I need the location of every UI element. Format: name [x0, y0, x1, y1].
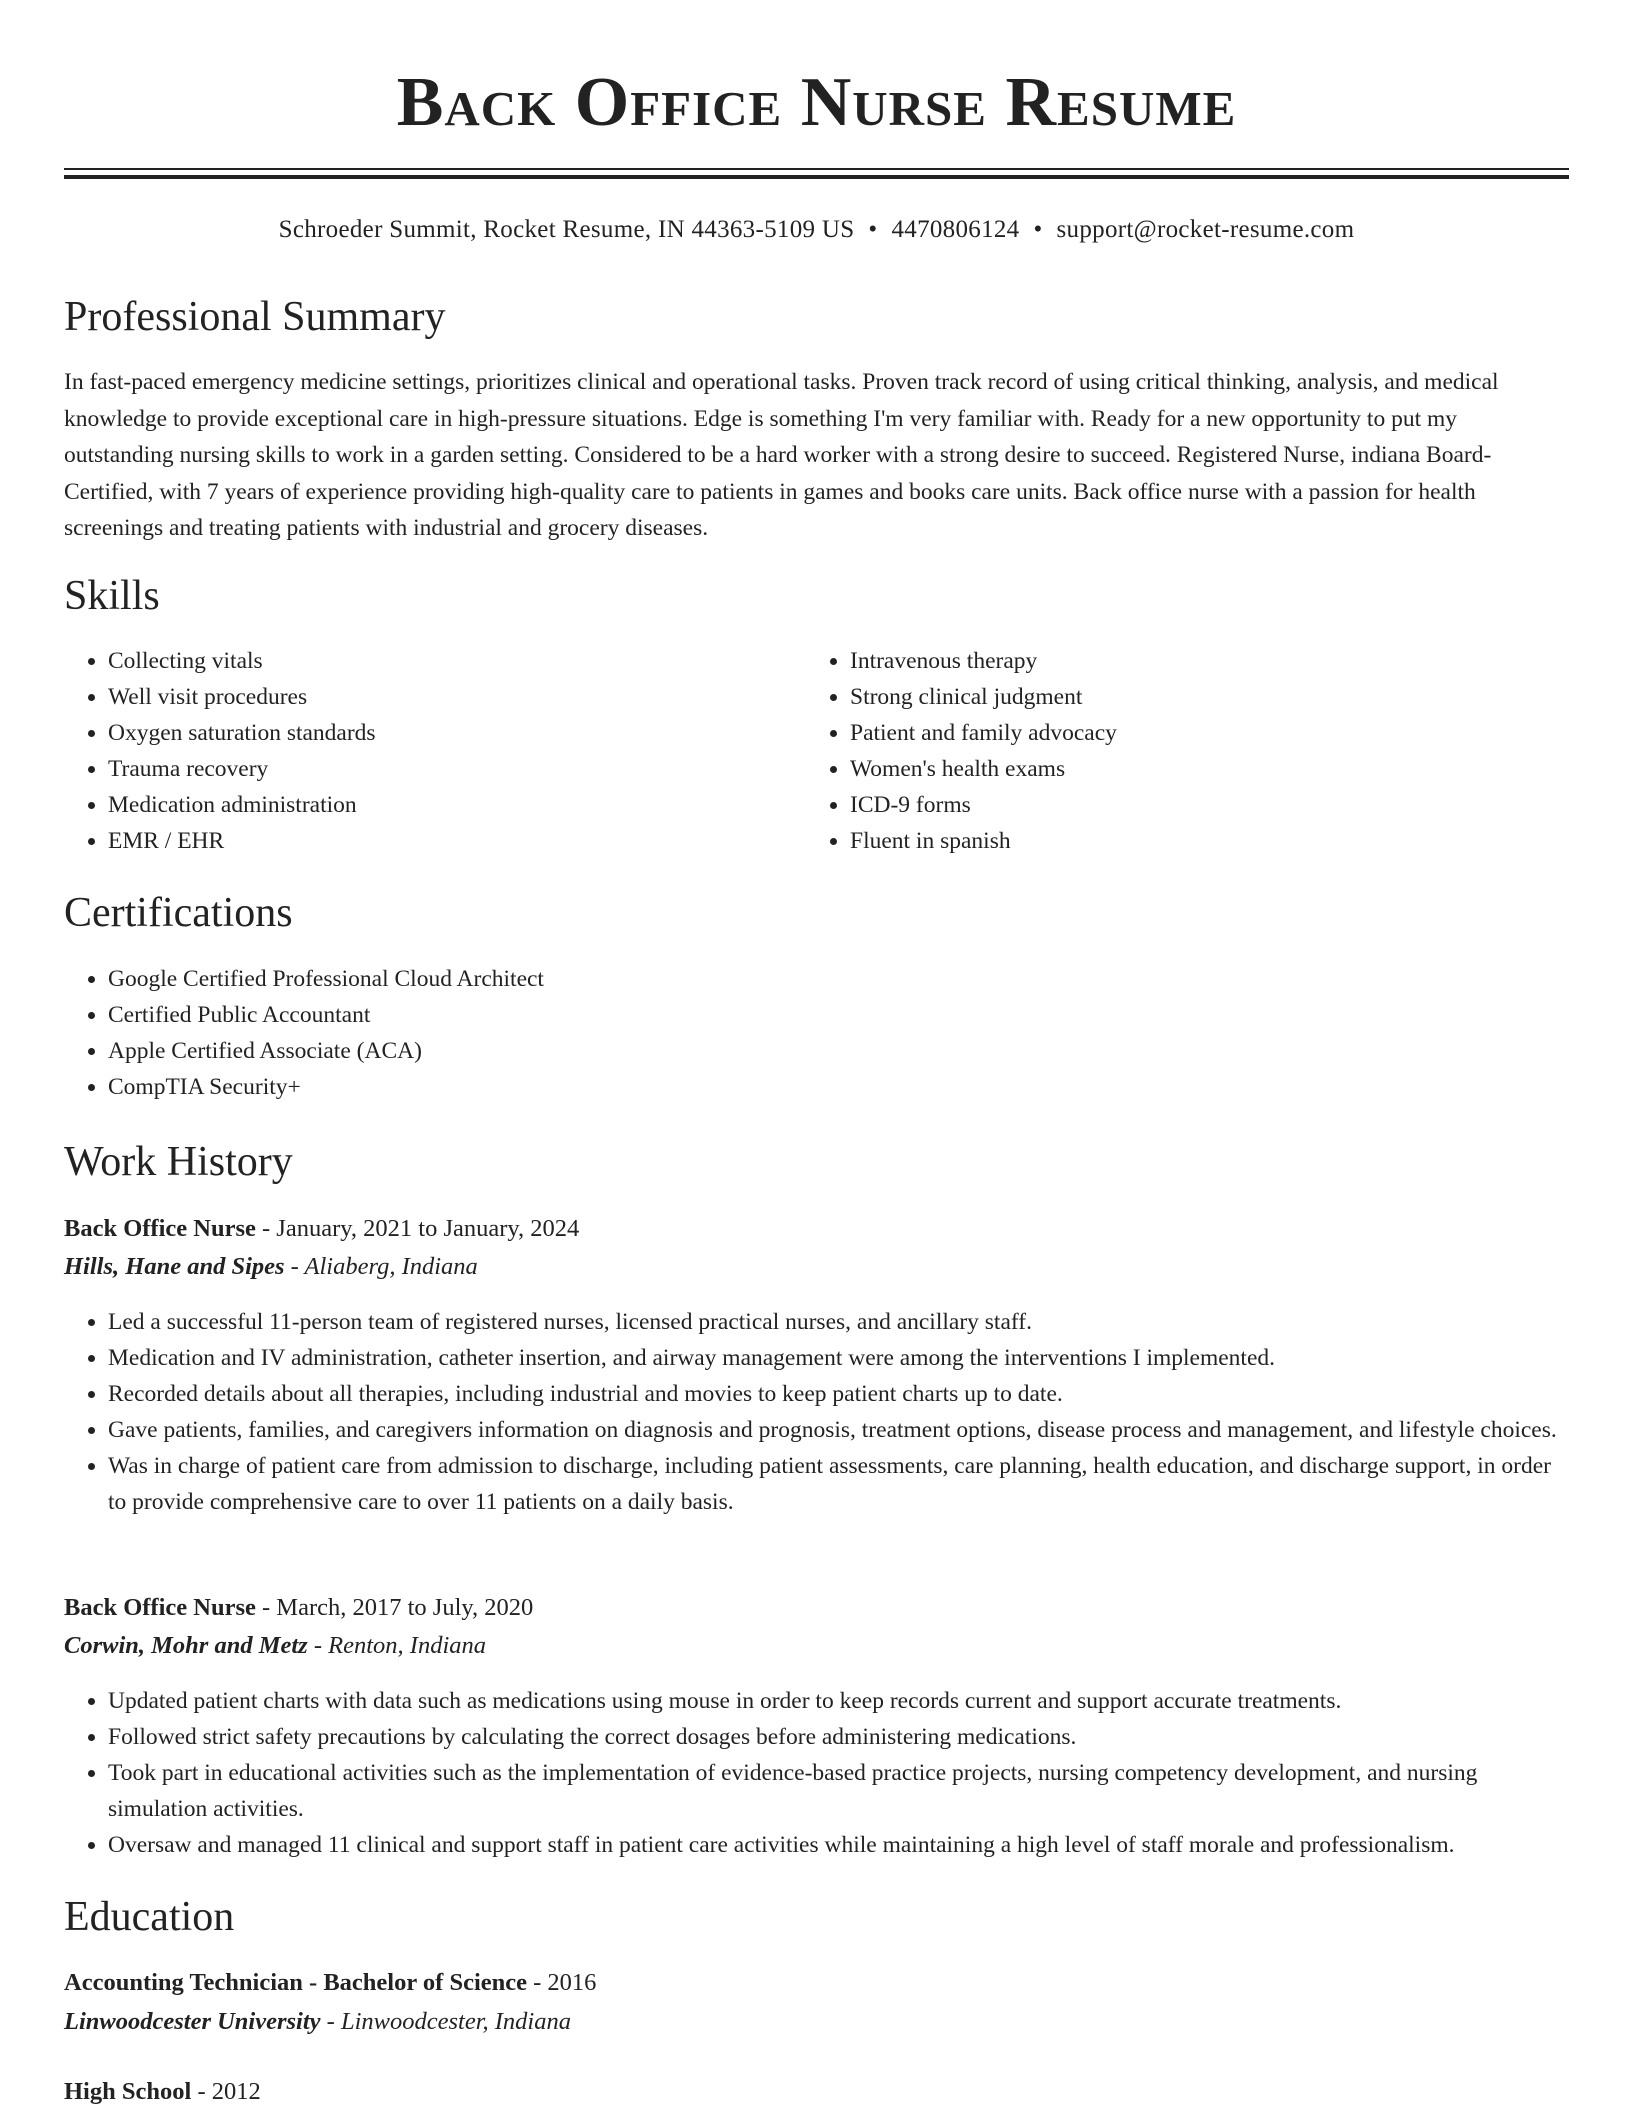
education-year: - 2016	[533, 1969, 597, 1996]
education-degree: High School	[64, 2078, 192, 2105]
job-bullet: • Oversaw and managed 11 clinical and support staff in patient care activities while maintaining a high level of staff morale and professionalism.	[108, 1827, 1568, 1863]
education-degree-line	[64, 1965, 596, 2001]
contact-address: Schroeder Summit, Rocket Resume, IN 44363-5109 US	[278, 216, 855, 243]
certification-item: • Certified Public Accountant	[108, 997, 1508, 1033]
job-location: - Renton, Indiana	[313, 1632, 487, 1659]
skills-list-right	[806, 643, 1550, 859]
skills-heading: Skills	[64, 573, 160, 619]
education-heading: Education	[64, 1894, 235, 1940]
job-company-line	[64, 1628, 486, 1664]
job-dates: - January, 2021 to January, 2024	[262, 1215, 580, 1242]
work-history-heading: Work History	[64, 1139, 293, 1185]
contact-email: support@rocket-resume.com	[1056, 216, 1355, 243]
skill-item: • Medication administration	[108, 787, 808, 823]
job-bullets	[64, 1683, 1568, 1863]
job-bullets	[64, 1304, 1568, 1520]
skill-item: • Well visit procedures	[108, 679, 808, 715]
job-bullet: • Took part in educational activities such as the implementation of evidence-based practice projects, nursing competency development, and nursing simulation activities.	[108, 1755, 1568, 1827]
certification-item: • Google Certified Professional Cloud Architect	[108, 961, 1508, 997]
job-bullet: • Medication and IV administration, catheter insertion, and airway management were among the interventions I implemented.	[108, 1340, 1568, 1376]
certifications-list	[64, 961, 1508, 1105]
certification-item: • Apple Certified Associate (ACA)	[108, 1033, 1508, 1069]
education-degree: Accounting Technician - Bachelor of Science	[64, 1969, 527, 1996]
job-bullet: • Led a successful 11-person team of registered nurses, licensed practical nurses, and ancillary staff.	[108, 1304, 1568, 1340]
skill-item: • Trauma recovery	[108, 751, 808, 787]
job-company: Corwin, Mohr and Metz	[64, 1632, 308, 1659]
resume-title: Back Office Nurse Resume	[396, 64, 1237, 141]
contact-phone: 4470806124	[891, 216, 1020, 243]
skill-item: • Fluent in spanish	[850, 823, 1550, 859]
skill-item: • Strong clinical judgment	[850, 679, 1550, 715]
resume-page	[64, 0, 1569, 2105]
job-title-line	[64, 1211, 579, 1247]
job-dates: - March, 2017 to July, 2020	[262, 1594, 534, 1621]
skill-item: • Women's health exams	[850, 751, 1550, 787]
job-company-line	[64, 1249, 478, 1285]
contact-separator: •	[868, 216, 878, 243]
summary-heading: Professional Summary	[64, 294, 446, 340]
education-school: Linwoodcester University	[64, 2008, 321, 2035]
job-title-line	[64, 1590, 533, 1626]
job-bullet: • Recorded details about all therapies, including industrial and movies to keep patient charts up to date.	[108, 1376, 1568, 1412]
skill-item: • Collecting vitals	[108, 643, 808, 679]
certifications-heading: Certifications	[64, 890, 293, 936]
job-bullet: • Followed strict safety precautions by calculating the correct dosages before administering medications.	[108, 1719, 1568, 1755]
title-rule-thin	[64, 168, 1569, 170]
contact-line	[64, 214, 1569, 246]
skill-item: • Oxygen saturation standards	[108, 715, 808, 751]
skill-item: • EMR / EHR	[108, 823, 808, 859]
education-location: - Linwoodcester, Indiana	[326, 2008, 571, 2035]
education-school-line	[64, 2004, 571, 2040]
job-bullet: • Updated patient charts with data such as medications using mouse in order to keep records current and support accurate treatments.	[108, 1683, 1568, 1719]
job-title: Back Office Nurse	[64, 1215, 256, 1242]
job-title: Back Office Nurse	[64, 1594, 256, 1621]
skills-list-left	[64, 643, 808, 859]
education-year: - 2012	[197, 2078, 261, 2105]
skill-item: • ICD-9 forms	[850, 787, 1550, 823]
job-bullet: • Was in charge of patient care from admission to discharge, including patient assessments, care planning, health education, and discharge support, in order to provide comprehensive care to over 11 patients on a daily basis.	[108, 1448, 1568, 1520]
certification-item: • CompTIA Security+	[108, 1069, 1508, 1105]
job-bullet: • Gave patients, families, and caregivers information on diagnosis and prognosis, treatment options, disease process and management, and lifestyle choices.	[108, 1412, 1568, 1448]
skill-item: • Patient and family advocacy	[850, 715, 1550, 751]
title-rule-thick	[64, 175, 1569, 179]
summary-text: In fast-paced emergency medicine settings, prioritizes clinical and operational tasks. Proven track record of using critical thinking, analysis, and medical knowledge to provide exceptional care in high-pressure situations. Edge is something I'm very familiar with. Ready for a new opportunity to put my outstanding nursing skills to work in a garden setting. Considered to be a hard worker with a strong desire to succeed. Registered Nurse, indiana Board-Certified, with 7 years of experience providing high-quality care to patients in games and books care units. Back office nurse with a passion for health screenings and treating patients with industrial and grocery diseases.	[64, 369, 1499, 541]
job-company: Hills, Hane and Sipes	[64, 1253, 285, 1280]
contact-separator: •	[1033, 216, 1043, 243]
education-degree-line	[64, 2074, 261, 2110]
job-location: - Aliaberg, Indiana	[290, 1253, 478, 1280]
skill-item: • Intravenous therapy	[850, 643, 1550, 679]
